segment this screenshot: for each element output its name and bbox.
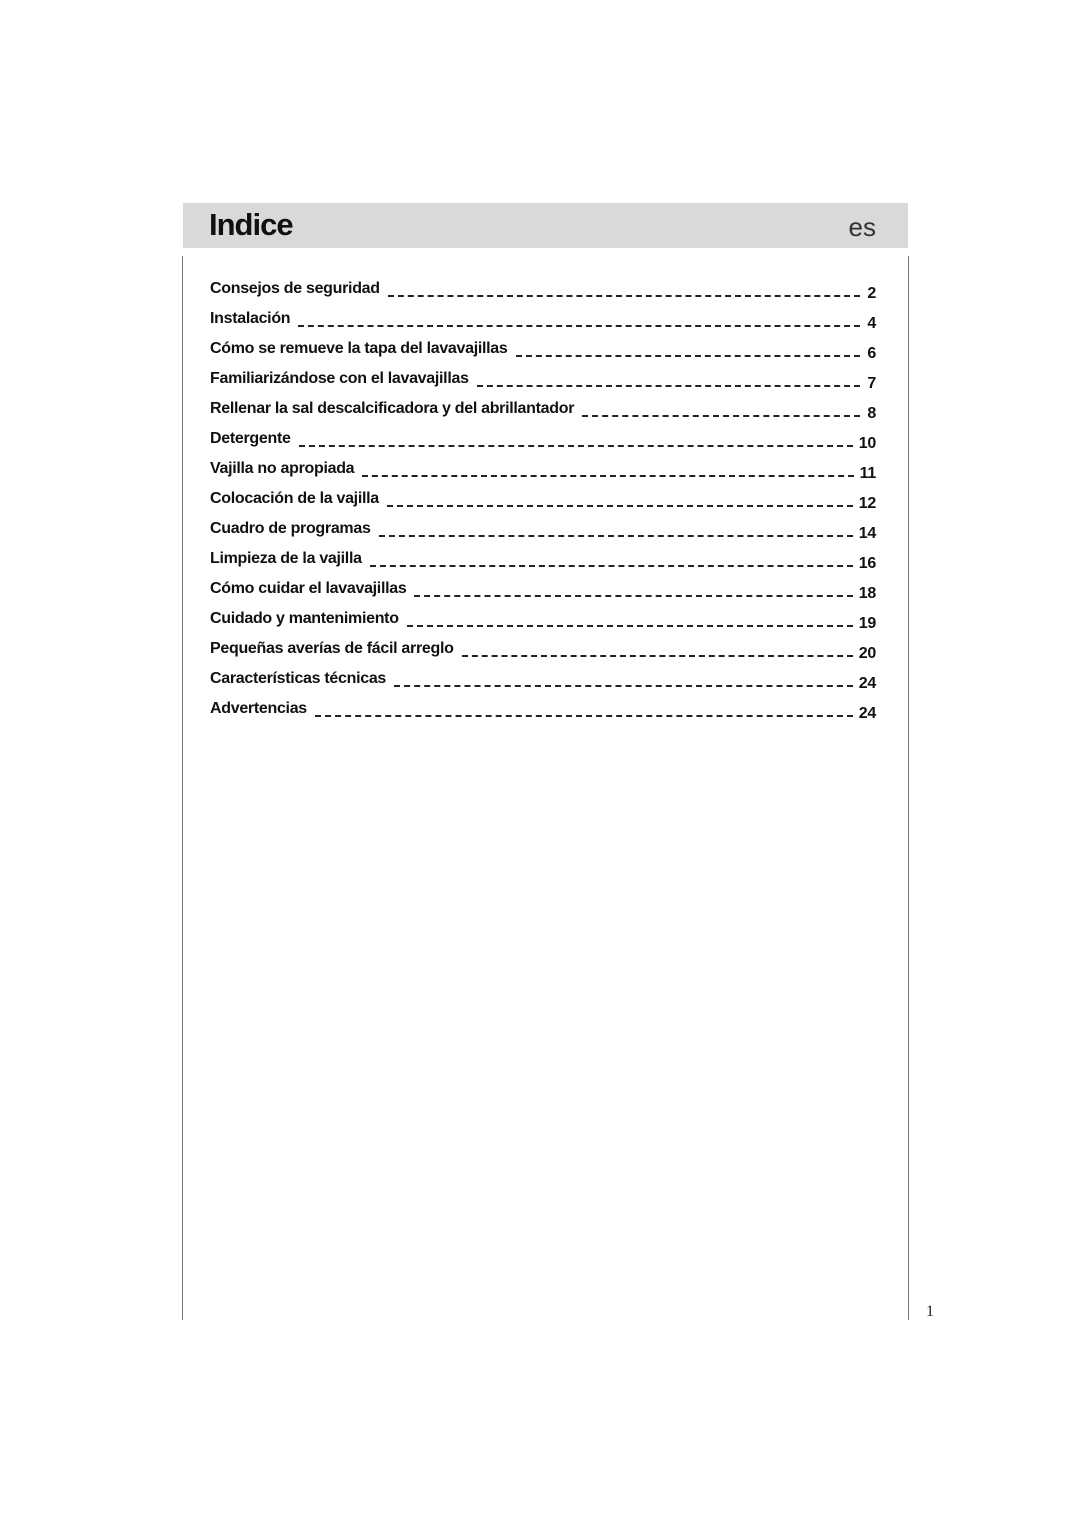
- toc-entry-page: 10: [858, 435, 876, 452]
- toc-entry[interactable]: [210, 336, 876, 366]
- toc-entry-label: Consejos de seguridad: [210, 280, 380, 297]
- toc-entry[interactable]: [210, 366, 876, 396]
- toc-entry[interactable]: [210, 396, 876, 426]
- toc-leader-line: [462, 655, 853, 657]
- toc-entry-page: 12: [858, 495, 876, 512]
- toc-entry-page: 8: [867, 405, 876, 422]
- toc-entry[interactable]: [210, 306, 876, 336]
- toc-entry-label: Limpieza de la vajilla: [210, 550, 362, 567]
- toc-leader-line: [387, 505, 853, 507]
- header-bar: [183, 203, 908, 248]
- language-code: es: [848, 212, 876, 242]
- table-of-contents: [210, 276, 876, 726]
- left-margin-rule: [182, 256, 183, 1320]
- toc-entry[interactable]: [210, 666, 876, 696]
- toc-leader-line: [315, 715, 853, 717]
- toc-entry-label: Cómo se remueve la tapa del lavavajillas: [210, 340, 508, 357]
- toc-entry-label: Rellenar la sal descalcificadora y del abrillantador: [210, 400, 575, 417]
- toc-leader-line: [516, 355, 861, 357]
- toc-entry[interactable]: [210, 516, 876, 546]
- toc-entry-page: 2: [867, 285, 876, 302]
- toc-leader-line: [299, 445, 853, 447]
- toc-entry-label: Vajilla no apropiada: [210, 460, 355, 477]
- toc-entry-label: Cuadro de programas: [210, 520, 371, 537]
- toc-leader-line: [407, 625, 853, 627]
- toc-leader-line: [582, 415, 860, 417]
- toc-entry[interactable]: [210, 456, 876, 486]
- toc-entry-label: Advertencias: [210, 700, 307, 717]
- toc-entry-page: 19: [858, 615, 876, 632]
- toc-entry-label: Cómo cuidar el lavavajillas: [210, 580, 407, 597]
- page-number: 1: [926, 1303, 934, 1320]
- toc-entry-page: 6: [867, 345, 876, 362]
- toc-entry-page: 20: [858, 645, 876, 662]
- toc-leader-line: [394, 685, 853, 687]
- toc-entry-label: Colocación de la vajilla: [210, 490, 379, 507]
- toc-entry-page: 24: [858, 705, 876, 722]
- toc-entry-page: 4: [867, 315, 876, 332]
- right-margin-rule: [908, 256, 909, 1320]
- toc-entry[interactable]: [210, 636, 876, 666]
- toc-entry-page: 18: [858, 585, 876, 602]
- toc-entry-page: 7: [867, 375, 876, 392]
- toc-entry[interactable]: [210, 696, 876, 726]
- toc-leader-line: [362, 475, 853, 477]
- toc-entry-label: Detergente: [210, 430, 291, 447]
- toc-entry-page: 16: [858, 555, 876, 572]
- toc-entry-label: Instalación: [210, 310, 291, 327]
- toc-entry-page: 14: [858, 525, 876, 542]
- toc-entry[interactable]: [210, 426, 876, 456]
- toc-entry-page: 11: [859, 465, 876, 482]
- toc-entry[interactable]: [210, 486, 876, 516]
- toc-leader-line: [477, 385, 860, 387]
- toc-leader-line: [298, 325, 860, 327]
- toc-entry-label: Características técnicas: [210, 670, 387, 687]
- toc-entry[interactable]: [210, 576, 876, 606]
- toc-entry[interactable]: [210, 276, 876, 306]
- toc-entry[interactable]: [210, 606, 876, 636]
- toc-leader-line: [379, 535, 853, 537]
- toc-leader-line: [370, 565, 853, 567]
- toc-leader-line: [388, 295, 860, 297]
- toc-entry-label: Familiarizándose con el lavavajillas: [210, 370, 469, 387]
- toc-entry-page: 24: [858, 675, 876, 692]
- toc-entry-label: Pequeñas averías de fácil arreglo: [210, 640, 454, 657]
- toc-entry-label: Cuidado y mantenimiento: [210, 610, 399, 627]
- toc-leader-line: [414, 595, 852, 597]
- toc-entry[interactable]: [210, 546, 876, 576]
- page-title: Indice: [209, 207, 293, 242]
